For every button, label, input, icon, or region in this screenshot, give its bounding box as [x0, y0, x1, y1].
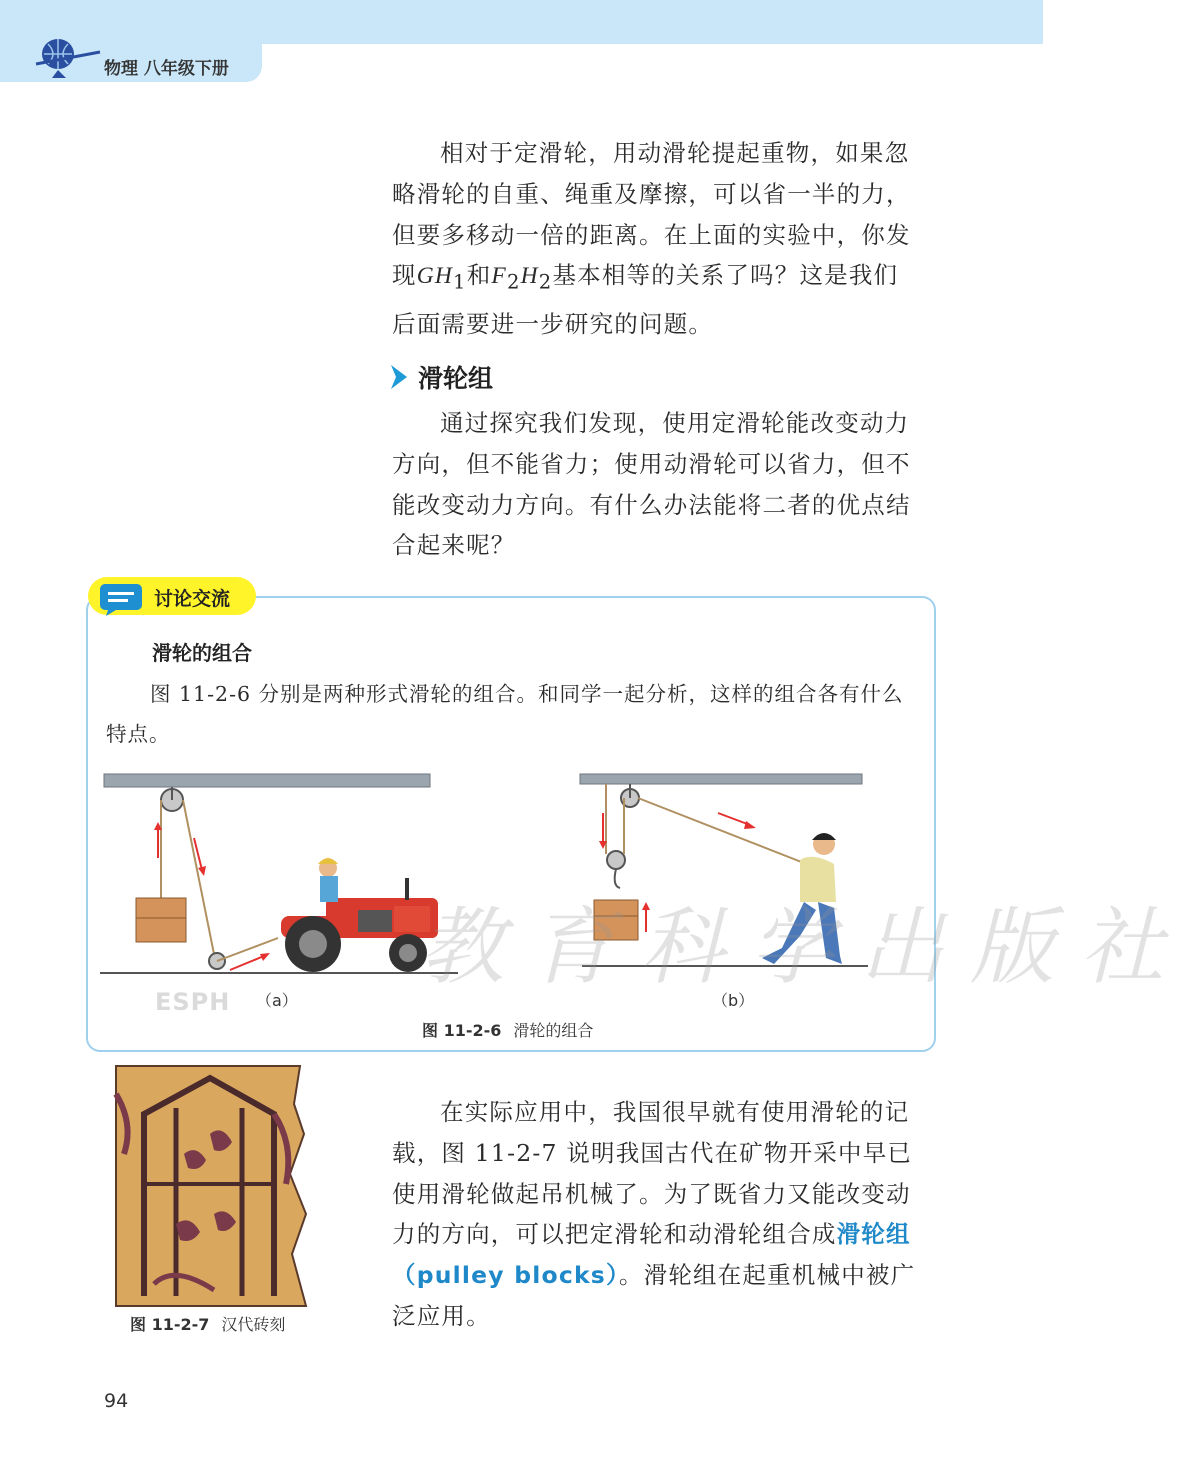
figure-label-b: （b）: [712, 991, 755, 1010]
paragraph-movable-pulley: 相对于定滑轮，用动滑轮提起重物，如果忽略滑轮的自重、绳重及摩擦，可以省一半的力，但要多移动一倍的距离。在上面的实验中，你发现$GH_1$和$F_2H_2$基本相等的关系了吗？这是我们后面需要进一步研究的问题。: [392, 139, 911, 338]
globe-logo-icon: [34, 34, 104, 78]
discussion-subtitle: 滑轮的组合: [152, 641, 252, 665]
pulley-blocks-term: 滑轮组（pulley blocks）: [392, 1220, 911, 1290]
esph-watermark: ESPH: [155, 988, 231, 1016]
page-number: 94: [104, 1390, 129, 1412]
figure-caption-11-2-7: 图 11-2-7 汉代砖刻: [130, 1315, 286, 1334]
discussion-label: 讨论交流: [154, 588, 231, 610]
header-band: [0, 0, 1043, 44]
paragraph-pulley-intro: 通过探究我们发现，使用定滑轮能改变动力方向，但不能省力；使用动滑轮可以省力，但不能改变动力方向。有什么办法能将二者的优点结合起来呢？: [392, 409, 911, 560]
discussion-text: 图 11-2-6 分别是两种形式滑轮的组合。和同学一起分析，这样的组合各有什么特点。: [106, 682, 904, 746]
figure-label-a: （a）: [256, 991, 298, 1010]
publisher-watermark: 教育科学出版社: [420, 898, 1190, 996]
figure-han-brick-carving: [114, 1064, 308, 1308]
figure-pulley-tractor: [96, 768, 466, 988]
paragraph-pulley-blocks: 在实际应用中，我国很早就有使用滑轮的记载，图 11-2-7 说明我国古代在矿物开采中早已使用滑轮做起吊机械了。为了既省力又能改变动力的方向，可以把定滑轮和动滑轮组合成滑轮组（pulley blocks）。滑轮组在起重机械中被广泛应用。: [392, 1098, 916, 1330]
book-title: 物理 八年级下册: [104, 59, 229, 79]
section-heading: [388, 358, 493, 396]
chat-bubble-icon: [96, 580, 148, 616]
figure-caption-11-2-6: 图 11-2-6 滑轮的组合: [422, 1021, 594, 1040]
section-title: 滑轮组: [418, 364, 494, 393]
arrow-marker-icon: [388, 362, 410, 392]
